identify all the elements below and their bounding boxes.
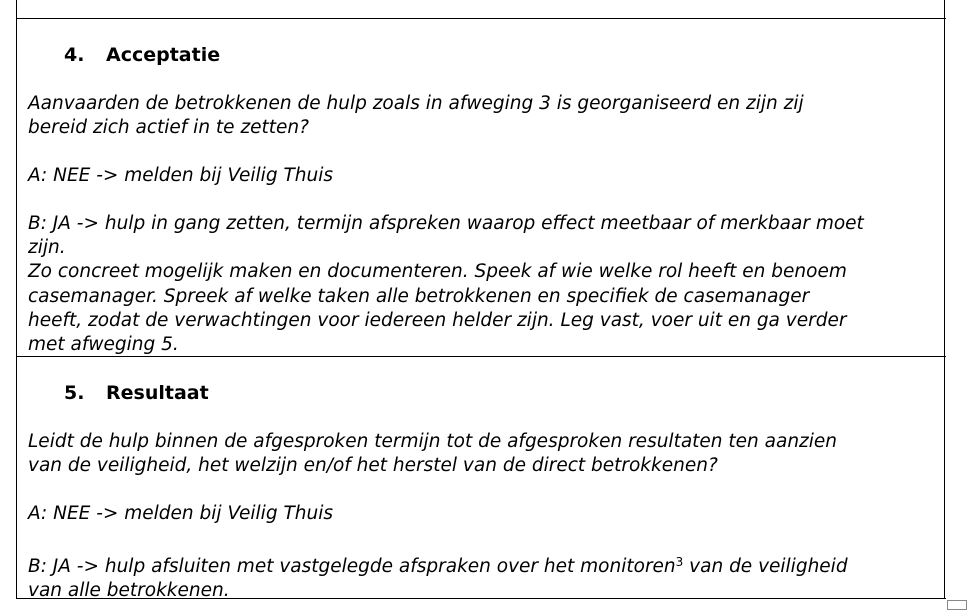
section-5-answer-b-line-2: van alle betrokkenen. xyxy=(28,580,230,602)
section-4-question xyxy=(28,92,943,140)
section-4-details-line-4: met afweging 5. xyxy=(28,334,179,356)
section-5-question-line-1: Leidt de hulp binnen de afgesproken termijn tot de afgesproken resultaten ten aanzien xyxy=(28,431,837,452)
section-5-heading xyxy=(64,381,209,405)
section-5-answer-a-line: A: NEE -> melden bij Veilig Thuis xyxy=(28,503,333,524)
section-4-details-line-1: Zo concreet mogelijk maken en documenteren. Speek af wie welke rol heeft en benoem xyxy=(28,261,847,283)
section-5-answer-a xyxy=(28,502,943,526)
section-4-details-line-2: casemanager. Spreek af welke taken alle betrokkenen en specifiek de casemanager xyxy=(28,285,810,307)
section-4-answer-b-line-1: B: JA -> hulp in gang zetten, termijn afspreken waarop effect meetbaar of merkbaar moet xyxy=(28,213,864,234)
section-5-answer-b-text-post: van de veiligheid xyxy=(683,556,848,577)
section-4-answer-a-line: A: NEE -> melden bij Veilig Thuis xyxy=(28,165,333,186)
section-5-question-line-2: van de veiligheid, het welzijn en/of het herstel van de direct betrokkenen? xyxy=(28,455,718,477)
section-4-question-line-1: Aanvaarden de betrokkenen de hulp zoals in afweging 3 is georganiseerd en zijn zij xyxy=(28,93,804,114)
table-row-divider-top xyxy=(16,18,946,19)
section-4-title: Acceptatie xyxy=(106,44,221,66)
section-4-details-line-3: heeft, zodat de verwachtingen voor iedereen helder zijn. Leg vast, voer uit en ga verder xyxy=(28,309,847,331)
section-4-heading xyxy=(64,43,220,67)
section-4-answer-b-line-2: zijn. xyxy=(28,237,66,259)
section-4-question-line-2: bereid zich actief in te zetten? xyxy=(28,117,309,139)
section-4-answer-b xyxy=(28,212,943,357)
section-5-question xyxy=(28,430,943,478)
section-5-answer-b-text-pre: B: JA -> hulp afsluiten met vastgelegde afspraken over het monitoren xyxy=(28,556,676,577)
footnote-reference[interactable]: 3 xyxy=(675,555,684,569)
section-5-number: 5. xyxy=(64,382,85,404)
section-5-answer-b-line-1 xyxy=(28,550,943,579)
section-5-title: Resultaat xyxy=(106,382,209,404)
section-4-answer-a xyxy=(28,164,943,188)
section-4-number: 4. xyxy=(64,44,85,66)
section-5-answer-b xyxy=(28,550,943,603)
